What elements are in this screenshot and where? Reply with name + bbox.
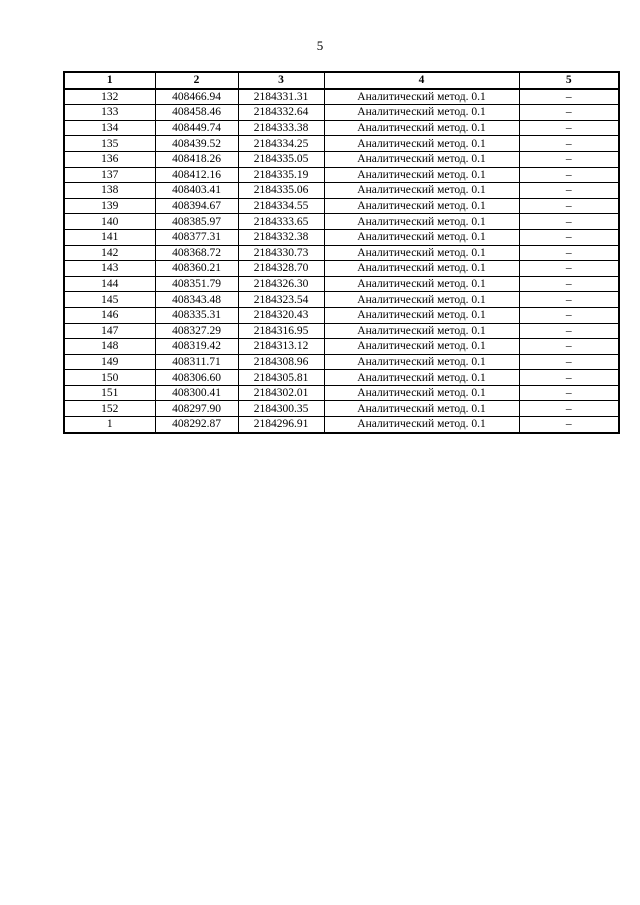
table-row	[64, 229, 619, 245]
table-cell-col-4: Аналитический метод. 0.1	[324, 136, 519, 152]
table-cell-col-2: 408297.90	[155, 401, 238, 417]
table-cell-col-4: Аналитический метод. 0.1	[324, 276, 519, 292]
table-cell-col-1: 141	[64, 229, 155, 245]
table-cell-col-5: –	[519, 183, 619, 199]
table-cell-col-4: Аналитический метод. 0.1	[324, 339, 519, 355]
table-cell-col-3: 2184332.38	[238, 229, 324, 245]
table-cell-col-3: 2184313.12	[238, 339, 324, 355]
table-cell-col-2: 408439.52	[155, 136, 238, 152]
table-row	[64, 198, 619, 214]
table-cell-col-1: 143	[64, 261, 155, 277]
table-cell-col-3: 2184302.01	[238, 385, 324, 401]
table-row	[64, 307, 619, 323]
table-cell-col-4: Аналитический метод. 0.1	[324, 385, 519, 401]
table-cell-col-1: 151	[64, 385, 155, 401]
table-cell-col-3: 2184335.06	[238, 183, 324, 199]
table-cell-col-5: –	[519, 245, 619, 261]
table-cell-col-1: 139	[64, 198, 155, 214]
table-cell-col-3: 2184305.81	[238, 370, 324, 386]
table-cell-col-4: Аналитический метод. 0.1	[324, 401, 519, 417]
table-cell-col-4: Аналитический метод. 0.1	[324, 261, 519, 277]
table-cell-col-5: –	[519, 198, 619, 214]
table-cell-col-5: –	[519, 401, 619, 417]
table-cell-col-5: –	[519, 292, 619, 308]
table-cell-col-1: 144	[64, 276, 155, 292]
table-row	[64, 151, 619, 167]
table-cell-col-4: Аналитический метод. 0.1	[324, 183, 519, 199]
table-row	[64, 292, 619, 308]
table-cell-col-5: –	[519, 354, 619, 370]
table-cell-col-1: 132	[64, 89, 155, 105]
table-cell-col-5: –	[519, 105, 619, 121]
table-cell-col-2: 408335.31	[155, 307, 238, 323]
table-cell-col-4: Аналитический метод. 0.1	[324, 292, 519, 308]
table-cell-col-1: 147	[64, 323, 155, 339]
table-cell-col-5: –	[519, 167, 619, 183]
table-row	[64, 214, 619, 230]
table-cell-col-3: 2184296.91	[238, 417, 324, 433]
table-cell-col-4: Аналитический метод. 0.1	[324, 89, 519, 105]
table-cell-col-3: 2184333.65	[238, 214, 324, 230]
table-cell-col-2: 408343.48	[155, 292, 238, 308]
table-cell-col-2: 408311.71	[155, 354, 238, 370]
table-row	[64, 370, 619, 386]
table-cell-col-2: 408300.41	[155, 385, 238, 401]
table-cell-col-2: 408394.67	[155, 198, 238, 214]
table-row	[64, 417, 619, 433]
table-cell-col-1: 148	[64, 339, 155, 355]
table-cell-col-4: Аналитический метод. 0.1	[324, 354, 519, 370]
table-cell-col-5: –	[519, 417, 619, 433]
table-cell-col-3: 2184332.64	[238, 105, 324, 121]
table-row	[64, 261, 619, 277]
table-cell-col-2: 408327.29	[155, 323, 238, 339]
table-row	[64, 120, 619, 136]
table-cell-col-4: Аналитический метод. 0.1	[324, 151, 519, 167]
table-cell-col-3: 2184334.25	[238, 136, 324, 152]
table-cell-col-1: 142	[64, 245, 155, 261]
table-cell-col-3: 2184326.30	[238, 276, 324, 292]
table-cell-col-3: 2184300.35	[238, 401, 324, 417]
table-cell-col-5: –	[519, 370, 619, 386]
table-cell-col-1: 136	[64, 151, 155, 167]
table-cell-col-4: Аналитический метод. 0.1	[324, 370, 519, 386]
table-cell-col-5: –	[519, 307, 619, 323]
table-cell-col-2: 408306.60	[155, 370, 238, 386]
table-cell-col-5: –	[519, 385, 619, 401]
table-row	[64, 276, 619, 292]
table-cell-col-4: Аналитический метод. 0.1	[324, 105, 519, 121]
table-cell-col-2: 408319.42	[155, 339, 238, 355]
table-cell-col-2: 408360.21	[155, 261, 238, 277]
table-cell-col-5: –	[519, 214, 619, 230]
table-cell-col-5: –	[519, 89, 619, 105]
table-cell-col-3: 2184333.38	[238, 120, 324, 136]
table-cell-col-2: 408377.31	[155, 229, 238, 245]
table-cell-col-1: 140	[64, 214, 155, 230]
table-cell-col-3: 2184334.55	[238, 198, 324, 214]
table-row	[64, 245, 619, 261]
table-cell-col-2: 408403.41	[155, 183, 238, 199]
table-cell-col-3: 2184323.54	[238, 292, 324, 308]
table-cell-col-3: 2184331.31	[238, 89, 324, 105]
table-cell-col-2: 408385.97	[155, 214, 238, 230]
column-header-2: 2	[155, 72, 238, 89]
table-cell-col-2: 408418.26	[155, 151, 238, 167]
table-cell-col-4: Аналитический метод. 0.1	[324, 417, 519, 433]
table-cell-col-2: 408449.74	[155, 120, 238, 136]
table-cell-col-3: 2184330.73	[238, 245, 324, 261]
table-cell-col-1: 145	[64, 292, 155, 308]
table-cell-col-1: 135	[64, 136, 155, 152]
table-cell-col-4: Аналитический метод. 0.1	[324, 120, 519, 136]
table-cell-col-5: –	[519, 229, 619, 245]
table-header-row	[64, 72, 619, 89]
table-cell-col-5: –	[519, 323, 619, 339]
table-cell-col-5: –	[519, 276, 619, 292]
table-cell-col-1: 138	[64, 183, 155, 199]
table-cell-col-1: 150	[64, 370, 155, 386]
table-row	[64, 385, 619, 401]
table-cell-col-1: 137	[64, 167, 155, 183]
table-row	[64, 167, 619, 183]
table-row	[64, 323, 619, 339]
table-cell-col-3: 2184308.96	[238, 354, 324, 370]
table-cell-col-3: 2184320.43	[238, 307, 324, 323]
table-cell-col-1: 134	[64, 120, 155, 136]
table-row	[64, 183, 619, 199]
table-cell-col-2: 408368.72	[155, 245, 238, 261]
table-cell-col-3: 2184316.95	[238, 323, 324, 339]
table-cell-col-4: Аналитический метод. 0.1	[324, 214, 519, 230]
table-cell-col-4: Аналитический метод. 0.1	[324, 229, 519, 245]
table-cell-col-5: –	[519, 339, 619, 355]
table-cell-col-3: 2184328.70	[238, 261, 324, 277]
column-header-5: 5	[519, 72, 619, 89]
table-cell-col-5: –	[519, 120, 619, 136]
table-cell-col-5: –	[519, 261, 619, 277]
table-cell-col-2: 408292.87	[155, 417, 238, 433]
table-cell-col-2: 408458.46	[155, 105, 238, 121]
table-cell-col-2: 408466.94	[155, 89, 238, 105]
table-body	[64, 89, 619, 433]
table-cell-col-1: 133	[64, 105, 155, 121]
table-cell-col-1: 1	[64, 417, 155, 433]
table-cell-col-1: 149	[64, 354, 155, 370]
table-cell-col-4: Аналитический метод. 0.1	[324, 245, 519, 261]
table-cell-col-3: 2184335.05	[238, 151, 324, 167]
table-cell-col-2: 408412.16	[155, 167, 238, 183]
column-header-3: 3	[238, 72, 324, 89]
column-header-1: 1	[64, 72, 155, 89]
table-row	[64, 339, 619, 355]
table-cell-col-2: 408351.79	[155, 276, 238, 292]
coordinates-table	[63, 71, 620, 434]
table-cell-col-3: 2184335.19	[238, 167, 324, 183]
table-row	[64, 105, 619, 121]
table-cell-col-4: Аналитический метод. 0.1	[324, 307, 519, 323]
table-cell-col-1: 146	[64, 307, 155, 323]
table-cell-col-5: –	[519, 136, 619, 152]
page-number: 5	[316, 38, 324, 53]
table-cell-col-1: 152	[64, 401, 155, 417]
table-row	[64, 136, 619, 152]
column-header-4: 4	[324, 72, 519, 89]
table-cell-col-4: Аналитический метод. 0.1	[324, 323, 519, 339]
table-cell-col-5: –	[519, 151, 619, 167]
table-row	[64, 401, 619, 417]
table-row	[64, 89, 619, 105]
table-cell-col-4: Аналитический метод. 0.1	[324, 198, 519, 214]
table-cell-col-4: Аналитический метод. 0.1	[324, 167, 519, 183]
table-row	[64, 354, 619, 370]
